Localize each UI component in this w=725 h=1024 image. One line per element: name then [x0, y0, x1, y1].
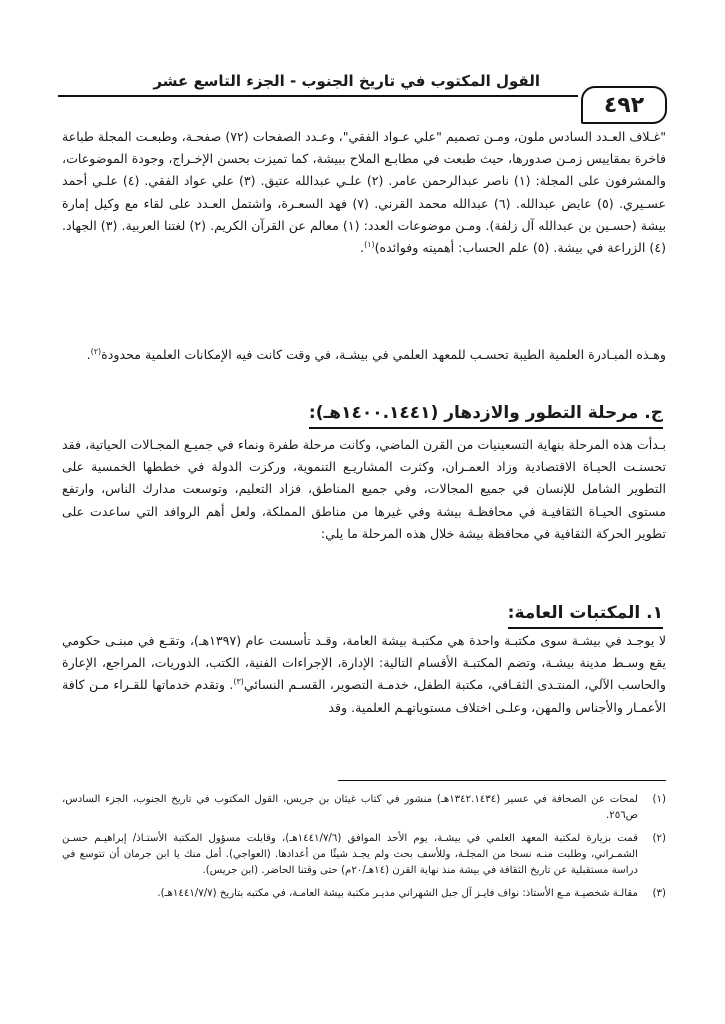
footnote-separator: [338, 780, 666, 781]
footnotes: [62, 792, 666, 909]
paragraph-text-tail: . وتقدم خدماتها للقـراء مـن كافة الأعمـار والأجناس والمهن، وعلـى اختلاف مستوياتهـم العلمية. وقد: [62, 677, 666, 715]
paragraph-initiative: وهـذه المبـادرة العلمية الطيبة تحسـب للمعهد العلمي في بيشـة، في وقت كانت فيه الإمكانات العلمية محدودة$^{(٢)}$.: [86, 346, 666, 362]
footnote-number: (٣): [652, 888, 666, 899]
paragraph-text: "غـلاف العـدد السادس ملون، ومـن تصميم "علي عـواد الفقي"، وعـدد الصفحات (٧٢) صفحـة، وطبعـت المجلة طباعة فاخرة بمقاييس زمـن صدورها، حيث طبعت في مطابـع الملاح ببيشة، كما تميزت بحسن الإخـراج، وجودة الموضوعات، والمشرفون على المجلة: (١) ناصر عبدالرحمن عامر. (٢) علـي عبدالله عتيق. (٣) علي عواد الفقي. (٤) علـي أحمد عسـيري. (٥) عايض عبدالله. (٦) عبدالله محمد القرني. (٧) فهد السعـرة، واشتمل العـدد على لقاء مع وكيل إمارة بيشة (حسـين بن عبدالله آل زلفة). ومـن موضوعات العدد: (١) معالم عن القرآن الكريم. (٢) لغتنا العربية. (٣) الجهاد. (٤) الزراعة في بيشة. (٥) علم الحساب: أهميته وفوائده): [62, 129, 667, 256]
footnote-item: [62, 886, 666, 902]
footnote-ref-2: (٢): [90, 346, 102, 356]
footnote-text: لمحات عن الصحافة في عسير (١٣٤٢.١٤٣٤هـ) منشور في كتاب غيثان بن جريس، القول المكتوب في تاريخ الجنوب، الجزء السادس، ص٢٥٦.: [62, 794, 638, 821]
footnote-ref-1: (١): [364, 239, 375, 249]
paragraph-text: لا يوجـد في بيشـة سوى مكتبـة واحدة هي مكتبـة بيشة العامة، وقـد تأسست عام (١٣٩٧هـ)، وتقـع في مبنـى حكومي يقع وسـط مدينة بيشـة، وتضم المكتبـة الأقسام التالية: الإدارة، الإجراءات الفنية، الكتب، الدوريات، المراجع، الإعارة والحاسب الآلي، المنتـدى الثقـافي، مكتبة الطفل، خدمـة التصوير، القسـم النسائي: [62, 633, 667, 693]
paragraph-magazine-description: "غـلاف العـدد السادس ملون، ومـن تصميم "علي عـواد الفقي"، وعـدد الصفحات (٧٢) صفحـة، وطبعـت المجلة طباعة فاخرة بمقاييس زمـن صدورها، حيث طبعت في مطابـع الملاح ببيشة، كما تميزت بحسن الإخـراج، وجودة الموضوعات، والمشرفون على المجلة: (١) ناصر عبدالرحمن عامر. (٢) علـي عبدالله عتيق. (٣) علي عواد الفقي. (٤) علـي أحمد عسـيري. (٥) عايض عبدالله. (٦) عبدالله محمد القرني. (٧) فهد السعـرة، واشتمل العـدد على لقاء مع وكيل إمارة بيشة (حسـين بن عبدالله آل زلفة). ومـن موضوعات العدد: (١) معالم عن القرآن الكريم. (٢) لغتنا العربية. (٣) الجهاد. (٤) الزراعة في بيشة. (٥) علم الحساب: أهميته وفوائده)$^{(١)}$.: [62, 129, 667, 256]
running-header-title: القول المكتوب في تاريخ الجنوب - الجزء التاسع عشر: [153, 72, 540, 90]
section-heading-c: ج. مرحلة التطور والازدهار (١٤٠٠.١٤٤١هـ):: [309, 400, 663, 429]
footnote-text: مقالـة شخصيـة مـع الأستاذ: نواف فايـز آل جبل الشهراني مديـر مكتبة بيشة العامـة، في مكتبه بتاريخ (١٤٤١/٧/٧هـ).: [157, 888, 638, 899]
paragraph-text: وهـذه المبـادرة العلمية الطيبة تحسـب للمعهد العلمي في بيشـة، في وقت كانت فيه الإمكانات العلمية محدودة: [101, 347, 666, 362]
paragraph-public-library: [62, 630, 666, 719]
footnote-item: [62, 792, 666, 824]
paragraph-text: بـدأت هذه المرحلة بنهاية التسعينيات من القرن الماضي، وكانت مرحلة طفرة ونماء في جميـع المجـالات الحياتية، فقد تحسنـت الحيـاة الاقتصادية وزاد العمـران، وكثرت المشاريـع التنموية، وركزت الدولة في خططها الخمسية على التطوير الشامل للإنسان في جميع المجالات، وفي جميع المناطق، فزاد التعليم، وتوسعت مدارك الناس، وارتفع مستوى الحيـاة الثقافيـة في محافظـة بيشة وفي غيرها من مناطق المملكة، ولعل أهم الروافد التي ساعدت على تطوير الحركة الثقافية في محافظة بيشة خلال هذه المرحلة ما يلي:: [62, 437, 666, 541]
footnote-number: (٢): [652, 833, 666, 844]
footnote-number: (١): [652, 794, 666, 805]
footnote-text: قمت بزيارة لمكتبة المعهد العلمي في بيشـة، يوم الأحد الموافق (١٤٤١/٧/٦هـ)، وقابلت مسؤول المكتبة الأستـاذ/ إبراهيـم حسـن الشمـراني، وطلبت منـه نسخا من المجلـة، وللأسف بحث ولم يجـد شيئًا من أعدادها. (العواجي). أمل منك يا ابن جرمان أن تتوسع في دراسة مستقبلية عن تاريخ الثقافة في بيشة منذ نهاية القرن (١٤هـ/٢٠م) حتى وقتنا الحاضر. (ابن جريس).: [62, 833, 638, 876]
paragraph-development-phase: [62, 434, 666, 545]
subsection-heading-public-libraries: ١. المكتبات العامة:: [508, 600, 663, 629]
page-number-badge: ٤٩٢: [581, 86, 667, 124]
footnote-item: [62, 831, 666, 879]
header-rule: [58, 95, 578, 97]
footnote-ref-3: (٣): [233, 677, 244, 687]
